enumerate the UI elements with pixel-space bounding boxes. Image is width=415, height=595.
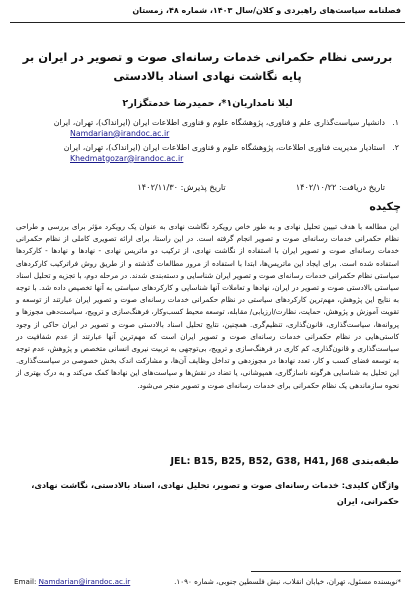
header-rule (10, 22, 405, 23)
jel-label: طبقه‌بندی JEL: (170, 456, 399, 467)
keywords-text: خدمات رسانه‌ای صوت و تصویر، تحلیل نهادی، اسناد بالادستی، نگاشت نهادی، حکمرانی، ایران (31, 480, 399, 506)
footnote-text: *نویسنده مسئول، تهران، خیابان انقلاب، نبش فلسطین جنوبی، شماره ۱۰۹۰. (174, 577, 401, 586)
footnote-email (14, 577, 130, 586)
affiliation-1 (30, 118, 399, 139)
footnote-rule (251, 571, 401, 572)
keywords-label: واژگان کلیدی: (341, 480, 399, 490)
abstract-heading: چکیده (369, 200, 401, 213)
abstract-text: این مطالعه با هدف تبیین تحلیل نهادی و به طور خاص رویکرد نگاشت نهادی به عنوان یک رویکرد مؤثر برای بررسی و طراحی نظام حکمرانی خدمات رسانه‌ای صوت و تصویر انجام گرفته است. در این راستا، برای ارائه تصویری کاملی از نظام حکمرانی خدمات رسانه‌ای صوت و تصویر ایران با استفاده از نگاشت نهادی، از ترکیب دو ماتریس نهادی - نهادها و نهادها - کارکردها استفاده شده است. برای ایجاد این ماتریس‌ها، ابتدا با استفاده از مرور مطالعات گذشته و از طریق روش فراترکیب کارکردهای سیاستی نظام حکمرانی خدمات رسانه‌ای صوت و تصویر ایران شناسایی و دسته‌بندی شدند. در مرحله دوم، با تجزیه و تحلیل اسناد سیاستی بالادستی صوت و تصویر در ایران، نهادها و تعاملات آنها شناسایی و کارکردهای سیاستی به آنها تخصیص داده شد. با توجه به نتایج این پژوهش، مهم‌ترین کارکردهای سیاستی در نظام حکمرانی خدمات رسانه‌ای صوت و تصویر ایران عبارتند از توسعه و تقویت آموزش و پژوهش، حمایت، نظارت/ارزیابی/ مقابله، توسعه محیط کسب‌وکار، فرهنگ‌سازی و ترویج، سیاست‌دهی مجوزها و پروانه‌ها، سیاست‌گذاری، قانون‌گذاری، تنظیم‌گری. همچنین، نتایج تحلیل اسناد بالادستی صوت و تصویر در ایران حاکی از وجود کاستی‌هایی در نظام حکمرانی خدمات رسانه‌ای صوت و تصویر ایران است که مهم‌ترین آنها عبارتند از عدم شفافیت در سیاست‌گذاری و قانون‌گذاری، کم کاری در فرهنگ‌سازی و ترویج، بی‌توجهی به تربیت نیروی انسانی متخصص و پژوهش، عدم توجه به توسعه فضای کسب و کار، تعدد نهادها در مجوزدهی و تداخل وظایف آن‌ها، و مشارکت اندک بخش خصوصی در سیاست‌گذاری. این تحلیل به شناسایی هرگونه ناسازگاری، همپوشانی، یا تضاد در نقش‌ها و سیاست‌های این نهادها کمک می‌کند و به درک بهتری از نحوه سازماندهی یک نظام حکمرانی برای خدمات رسانه‌ای صوت و تصویر منجر می‌شود. (16, 222, 399, 390)
received-date: تاریخ دریافت: ۱۴۰۲/۱۰/۲۲ (295, 182, 385, 192)
affiliation-number: ۱. (392, 118, 399, 127)
affiliation-text: دانشیار سیاست‌گذاری علم و فناوری، پژوهشگاه علوم و فناوری اطلاعات ایران (ایرانداک)، تهران، ایران (53, 118, 385, 127)
affiliation-number: ۲. (392, 143, 399, 152)
keywords (16, 477, 399, 509)
footnote (14, 577, 401, 586)
authors: لیلا نامداریان‌۱*، حمیدرضا خدمتگزار۲ (122, 98, 293, 109)
paper-title: بررسی نظام حکمرانی خدمات رسانه‌ای صوت و تصویر در ایران بر پایه نگاشت نهادی اسناد بالادستی (22, 50, 393, 83)
affiliation-text: استادیار مدیریت فناوری اطلاعات، پژوهشگاه علوم و فناوری اطلاعات ایران (ایرانداک)، تهران، ایران (63, 143, 385, 152)
footnote-email-label: Email: (14, 577, 37, 586)
affiliation-2 (30, 143, 399, 164)
jel-codes: B15, B25, B52, G38, H41, J68 (193, 456, 349, 467)
jel-classification (16, 456, 399, 467)
running-head: فصلنامه سیاست‌های راهبردی و کلان/سال ۱۴۰۳، شماره ۴۸، زمستان (132, 6, 401, 15)
affiliation-email-link[interactable]: Namdarian@irandoc.ac.ir (70, 128, 170, 138)
accepted-date: تاریخ پذیرش: ۱۴۰۲/۱۱/۳۰ (137, 182, 226, 192)
footnote-email-link[interactable]: Namdarian@irandoc.ac.ir (38, 577, 131, 586)
dates-row (20, 182, 395, 192)
affiliation-email-link[interactable]: Khedmatgozar@irandoc.ac.ir (70, 153, 184, 163)
